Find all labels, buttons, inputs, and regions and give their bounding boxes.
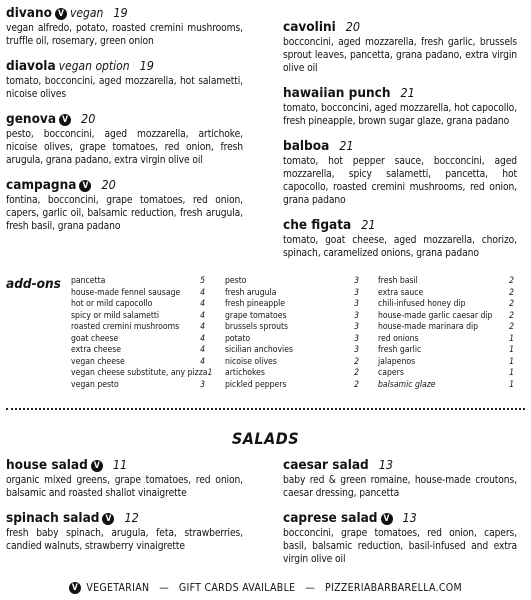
- addon-name: grape tomatoes: [225, 310, 287, 321]
- addon-name: fresh pineapple: [225, 299, 286, 309]
- addon-price: 3: [200, 379, 205, 390]
- vegetarian-badge-icon: V: [381, 513, 393, 525]
- addon-row: [378, 322, 514, 334]
- item-description: bocconcini, aged mozzarella, fresh garlic, brussels sprout leaves, pancetta, grana padano, extra virgin olive oil: [283, 37, 517, 74]
- addon-name: extra cheese: [71, 345, 122, 355]
- item-price: 13: [402, 510, 417, 525]
- salad-column-left: [6, 456, 243, 562]
- addon-price: 2: [509, 287, 514, 298]
- item-price: 19: [139, 58, 154, 73]
- item-description: baby red & green romaine, house-made croutons, caesar dressing, pancetta: [283, 475, 517, 499]
- addon-row: [225, 311, 359, 323]
- addons-column-3: [378, 276, 514, 391]
- addon-price: 4: [200, 333, 205, 344]
- addon-row: [378, 288, 514, 300]
- item-price: 21: [400, 85, 415, 100]
- addon-price: 4: [200, 356, 205, 367]
- item-name-line: [283, 18, 517, 36]
- item-name: caprese salad: [283, 510, 378, 526]
- item-description: bocconcini, grape tomatoes, red onion, capers, basil, balsamic reduction, basil-infused and extra virgin olive oil: [283, 528, 517, 565]
- addon-row: [71, 334, 205, 346]
- item-name-line: [283, 137, 517, 155]
- addon-row: [225, 288, 359, 300]
- footer-vegetarian: VEGETARIAN: [86, 582, 150, 594]
- footer: [0, 582, 531, 594]
- addon-name: house-made garlic caesar dip: [378, 310, 493, 321]
- addon-price: 4: [200, 345, 205, 355]
- addon-name: roasted cremini mushrooms: [71, 322, 180, 332]
- item-name: genova: [6, 111, 57, 127]
- item-name: campagna: [6, 177, 77, 193]
- addon-row: [378, 311, 514, 323]
- vegetarian-badge-icon: V: [79, 180, 91, 192]
- addon-name: house-made marinara dip: [378, 322, 479, 332]
- addon-row: [71, 368, 213, 380]
- item-name-line: [6, 456, 243, 474]
- item-price: 11: [112, 457, 128, 472]
- addon-price: 2: [354, 379, 359, 390]
- addon-row: [225, 380, 359, 392]
- addon-price: 1: [509, 333, 514, 344]
- addon-row: [378, 357, 514, 369]
- addon-price: 3: [354, 276, 359, 286]
- addon-name: vegan cheese: [71, 356, 125, 367]
- item-name-line: [6, 57, 243, 75]
- item-name-line: [283, 84, 517, 102]
- item-price: 20: [101, 177, 116, 192]
- addon-row: [71, 380, 205, 392]
- addon-row: [225, 345, 359, 357]
- addon-row: [225, 357, 359, 369]
- addon-name: fresh basil: [378, 276, 418, 286]
- addon-price: 3: [354, 310, 359, 321]
- item-description: fresh baby spinach, arugula, feta, strawberries, candied walnuts, strawberry vinaigrette: [6, 528, 243, 552]
- item-name: caesar salad: [283, 457, 369, 473]
- addon-row: [225, 299, 359, 311]
- salads-heading: SALADS: [231, 429, 300, 448]
- menu-item: [283, 137, 517, 207]
- addons-column-2: [225, 276, 359, 391]
- addon-name: pickled peppers: [225, 379, 287, 390]
- addon-price: 3: [354, 287, 359, 298]
- item-name-line: [6, 176, 243, 194]
- addon-price: 1: [509, 368, 514, 378]
- addon-row: [225, 276, 359, 288]
- addon-row: [378, 276, 514, 288]
- addon-name: extra sauce: [378, 287, 424, 298]
- item-name-line: [6, 509, 243, 527]
- addon-row: [225, 334, 359, 346]
- item-name-line: [283, 216, 517, 234]
- addon-name: hot or mild capocollo: [71, 299, 153, 309]
- menu-item: [283, 216, 517, 260]
- menu-item: [6, 57, 243, 101]
- item-description: tomato, bocconcini, aged mozzarella, hot capocollo, fresh pineapple, brown sugar glaze, grana padano: [283, 103, 517, 127]
- addon-name: sicilian anchovies: [225, 345, 293, 355]
- addon-name: jalapenos: [378, 356, 416, 367]
- vegetarian-badge-icon: V: [102, 513, 114, 525]
- vegetarian-badge-icon: V: [69, 582, 81, 594]
- addon-price: 2: [509, 322, 514, 332]
- menu-item: [283, 84, 517, 128]
- pizza-column-left: [6, 4, 243, 242]
- item-name: cavolini: [283, 19, 336, 35]
- addon-name: chili-infused honey dip: [378, 299, 466, 309]
- addon-row: [378, 380, 514, 392]
- salad-column-right: [283, 456, 517, 575]
- menu-item: [6, 509, 243, 553]
- addon-row: [378, 345, 514, 357]
- addon-name: pesto: [225, 276, 247, 286]
- item-price: 21: [361, 217, 376, 232]
- dotted-divider: [6, 408, 525, 410]
- addon-row: [71, 345, 205, 357]
- vegetarian-badge-icon: V: [55, 8, 67, 20]
- addon-row: [378, 368, 514, 380]
- addon-price: 4: [200, 322, 205, 332]
- pizza-column-right: [283, 18, 517, 269]
- item-note: vegan: [69, 6, 104, 20]
- addons-column-1: [71, 276, 213, 391]
- addon-name: house-made fennel sausage: [71, 287, 181, 298]
- addon-row: [71, 357, 205, 369]
- addon-row: [71, 276, 205, 288]
- menu-item: [283, 18, 517, 75]
- addon-price: 4: [200, 299, 205, 309]
- menu-item: [6, 110, 243, 167]
- item-name-line: [283, 456, 517, 474]
- addon-name: fresh arugula: [225, 287, 277, 298]
- addon-name: fresh garlic: [378, 345, 422, 355]
- addon-name: nicoise olives: [225, 356, 277, 367]
- addon-row: [378, 299, 514, 311]
- addon-name: artichokes: [225, 368, 265, 378]
- menu-item: [283, 456, 517, 500]
- item-name: che figata: [283, 217, 352, 233]
- addon-price: 3: [354, 322, 359, 332]
- item-description: tomato, goat cheese, aged mozzarella, chorizo, spinach, caramelized onions, grana padano: [283, 235, 517, 259]
- item-name: divano: [6, 5, 52, 21]
- footer-separator: —: [305, 582, 316, 594]
- addon-name: spicy or mild salametti: [71, 310, 160, 321]
- item-price: 12: [124, 510, 139, 525]
- addon-name: goat cheese: [71, 333, 119, 344]
- addon-name: vegan cheese substitute, any pizza: [71, 368, 208, 378]
- item-description: organic mixed greens, grape tomatoes, red onion, balsamic and roasted shallot vinaigrette: [6, 475, 243, 499]
- addon-price: 1: [509, 345, 514, 355]
- addon-price: 2: [509, 276, 514, 286]
- item-price: 19: [113, 5, 128, 20]
- addon-name: balsamic glaze: [378, 379, 436, 390]
- addons-title: add-ons: [6, 276, 61, 292]
- footer-gift-cards: GIFT CARDS AVAILABLE: [178, 582, 296, 594]
- addon-price: 4: [200, 287, 205, 298]
- item-name-line: [6, 4, 243, 22]
- addon-price: 2: [509, 299, 514, 309]
- item-name: balboa: [283, 138, 330, 154]
- addon-row: [225, 368, 359, 380]
- addon-name: pancetta: [71, 276, 106, 286]
- item-price: 13: [378, 457, 394, 472]
- addon-row: [225, 322, 359, 334]
- addon-name: brussels sprouts: [225, 322, 289, 332]
- item-price: 20: [345, 19, 361, 34]
- vegetarian-badge-icon: V: [91, 460, 103, 472]
- item-name: house salad: [6, 457, 88, 473]
- addon-price: 3: [354, 345, 359, 355]
- footer-website[interactable]: PIZZERIABARBARELLA.COM: [324, 582, 462, 594]
- item-description: tomato, hot pepper sauce, bocconcini, aged mozzarella, spicy salametti, pancetta, hot capocollo, roasted cremini mushrooms, red onion, grana padano: [283, 156, 517, 206]
- addon-name: red onions: [378, 333, 419, 344]
- item-name-line: [283, 509, 517, 527]
- footer-separator: —: [159, 582, 169, 594]
- menu-item: [6, 456, 243, 500]
- addon-row: [71, 299, 205, 311]
- addon-price: 4: [200, 310, 205, 321]
- addon-price: 2: [354, 356, 359, 367]
- menu-item: [283, 509, 517, 566]
- item-price: 20: [81, 111, 96, 126]
- item-description: pesto, bocconcini, aged mozzarella, artichoke, nicoise olives, grape tomatoes, red onion, fresh arugula, grana padano, extra virgin olive oil: [6, 129, 243, 166]
- item-note: vegan option: [58, 59, 130, 73]
- addon-price: 2: [509, 310, 514, 321]
- item-description: tomato, bocconcini, aged mozzarella, hot salametti, nicoise olives: [6, 76, 243, 100]
- item-name: hawaiian punch: [283, 85, 391, 101]
- item-price: 21: [339, 138, 354, 153]
- addon-name: capers: [378, 368, 404, 378]
- addon-row: [71, 322, 205, 334]
- addon-name: potato: [225, 333, 251, 344]
- addon-price: 1: [509, 356, 514, 367]
- addon-name: vegan pesto: [71, 379, 119, 390]
- menu-item: [6, 176, 243, 233]
- addon-price: 3: [354, 333, 359, 344]
- menu-item: [6, 4, 243, 48]
- addon-row: [378, 334, 514, 346]
- item-name-line: [6, 110, 243, 128]
- vegetarian-badge-icon: V: [59, 114, 71, 126]
- addon-price: 3: [354, 299, 359, 309]
- addon-row: [71, 288, 205, 300]
- item-name: diavola: [6, 58, 56, 74]
- item-description: vegan alfredo, potato, roasted cremini mushrooms, truffle oil, rosemary, green onion: [6, 23, 243, 47]
- item-description: fontina, bocconcini, grape tomatoes, red onion, capers, garlic oil, balsamic reduction, fresh arugula, fresh basil, grana padano: [6, 195, 243, 232]
- addon-price: 2: [354, 368, 359, 378]
- item-name: spinach salad: [6, 510, 100, 526]
- addon-price: 1: [207, 368, 213, 378]
- addon-row: [71, 311, 205, 323]
- addon-price: 1: [509, 379, 514, 390]
- addon-price: 5: [200, 276, 205, 286]
